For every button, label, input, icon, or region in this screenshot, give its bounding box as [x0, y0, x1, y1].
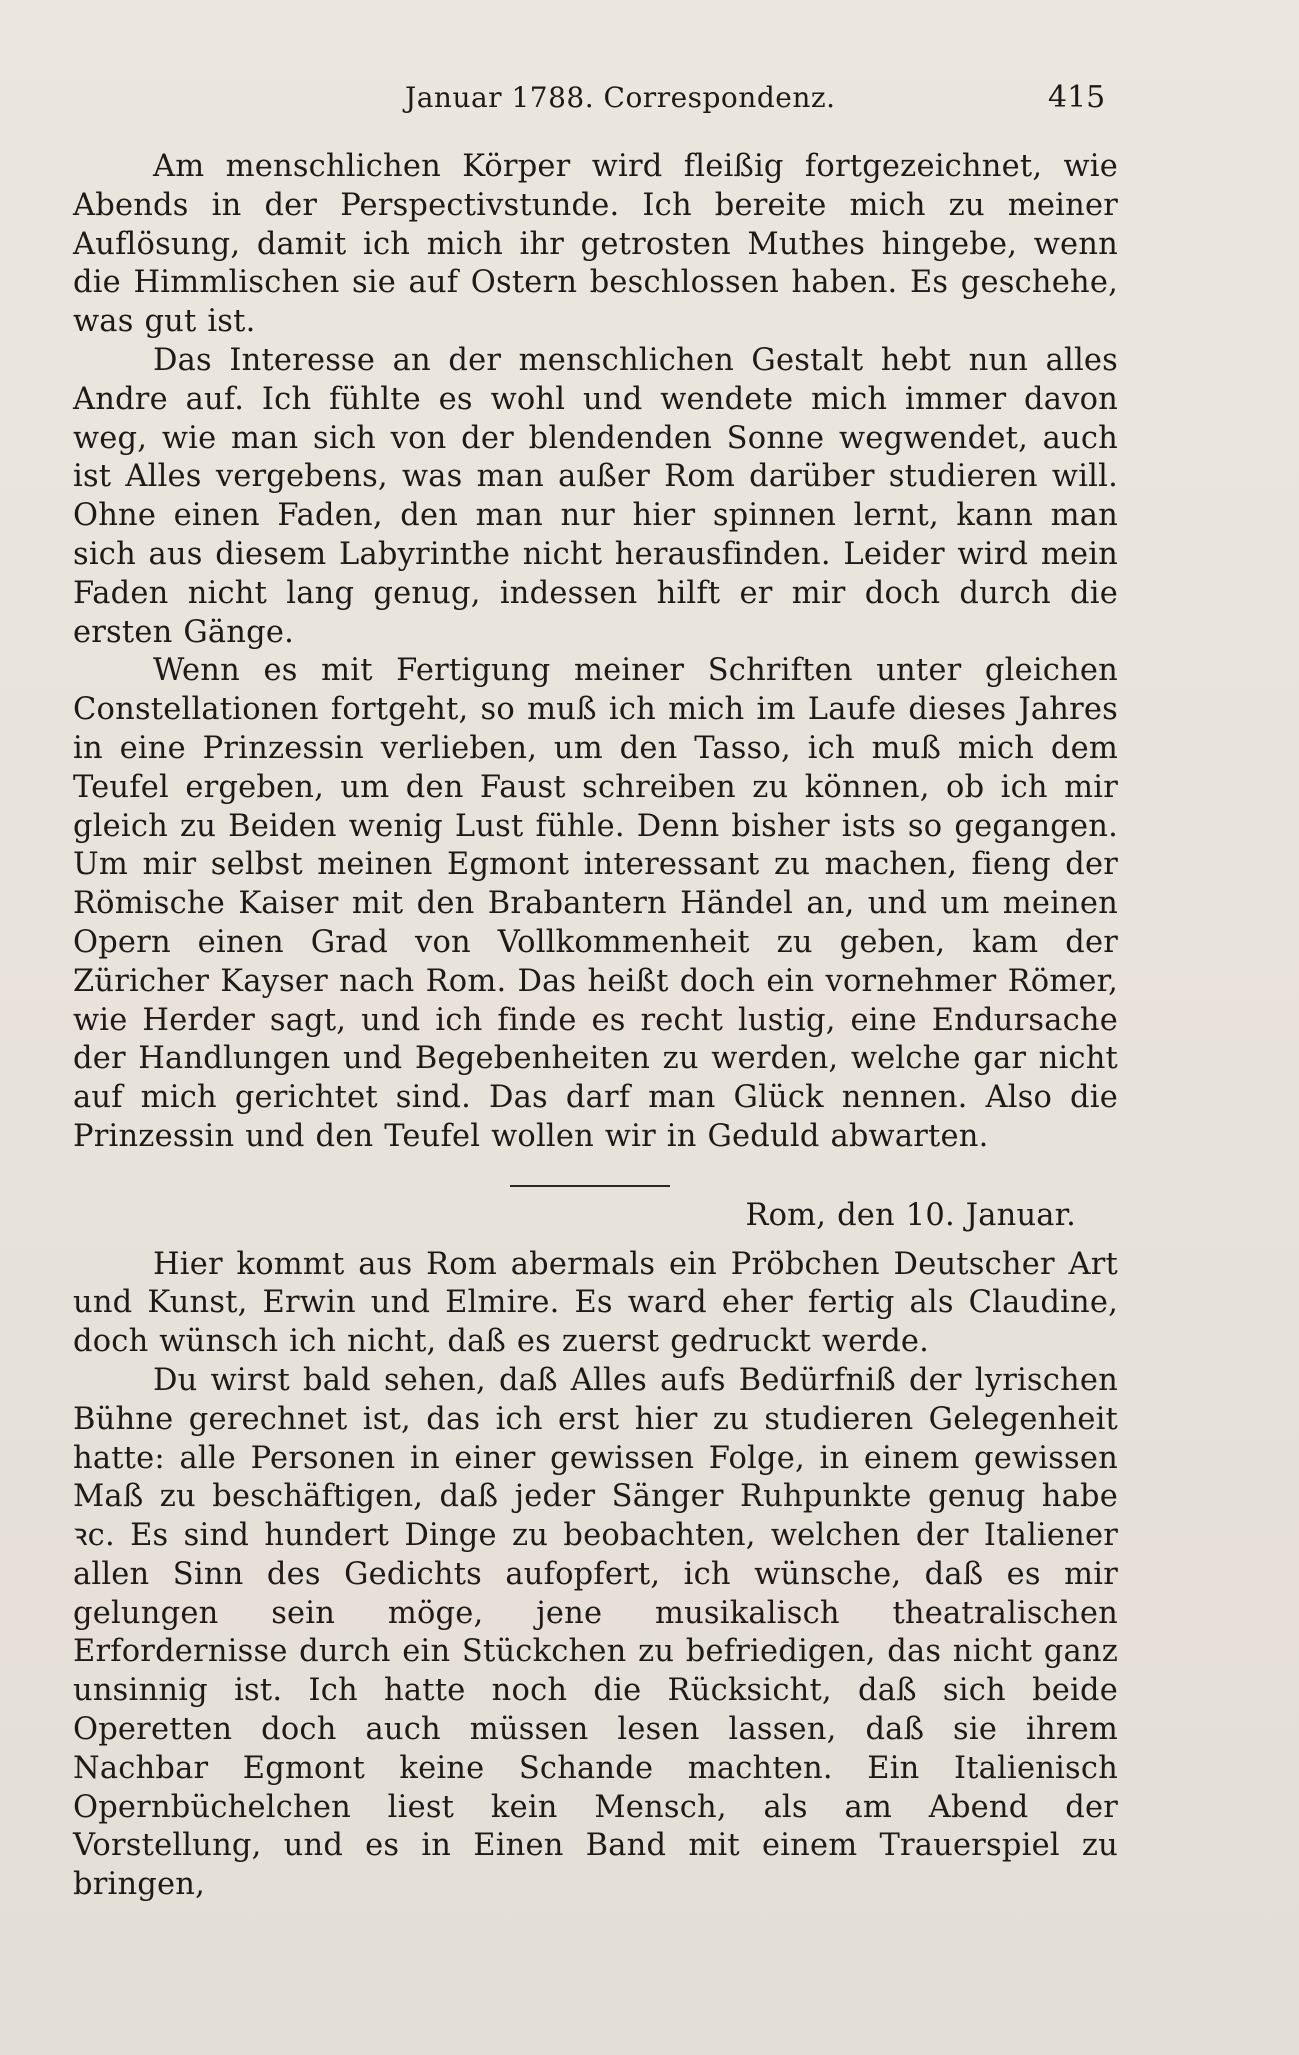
section-divider: [510, 1185, 670, 1187]
running-header: [0, 78, 1299, 118]
running-title: Januar 1788. Correspondenz.: [405, 81, 836, 114]
body-text: [73, 148, 1118, 1905]
paragraph: Du wirst bald sehen, daß Alles aufs Bedürfniß der lyrischen Bühne gerechnet ist, das ich erst hier zu studieren Gelegenheit hatte: alle Personen in einer gewissen Folge, in einem gewissen Maß zu beschäftigen, daß jeder Sänger Ruhpunkte genug habe ꝛc. Es sind hundert Dinge zu beobachten, welchen der Italiener allen Sinn des Gedichts aufopfert, ich wünsche, daß es mir gelungen sein möge, jene musikalisch theatralischen Erfordernisse durch ein Stückchen zu befriedigen, das nicht ganz unsinnig ist. Ich hatte noch die Rücksicht, daß sich beide Operetten doch auch müssen lesen lassen, daß sie ihrem Nachbar Egmont keine Schande machten. Ein Italienisch Opernbüchelchen liest kein Mensch, als am Abend der Vorstellung, und es in Einen Band mit einem Trauerspiel zu bringen,: [73, 1362, 1118, 1903]
page-number: 415: [1048, 80, 1106, 115]
paragraph: Das Interesse an der menschlichen Gestalt hebt nun alles Andre auf. Ich fühlte es wohl und wendete mich immer davon weg, wie man sich von der blendenden Sonne wegwendet, auch ist Alles vergebens, was man außer Rom darüber studieren will. Ohne einen Faden, den man nur hier spinnen lernt, kann man sich aus diesem Labyrinthe nicht herausfinden. Leider wird mein Faden nicht lang genug, indessen hilft er mir doch durch die ersten Gänge.: [73, 342, 1118, 650]
paragraph: Hier kommt aus Rom abermals ein Pröbchen Deutscher Art und Kunst, Erwin und Elmire. Es ward eher fertig als Claudine, doch wünsch ich nicht, daß es zuerst gedruckt werde.: [73, 1246, 1118, 1360]
letter-dateline: Rom, den 10. Januar.: [745, 1197, 1076, 1233]
paragraph: Wenn es mit Fertigung meiner Schriften unter gleichen Constellationen fortgeht, so muß ich mich im Laufe dieses Jahres in eine Prinzessin verlieben, um den Tasso, ich muß mich dem Teufel ergeben, um den Faust schreiben zu können, ob ich mir gleich zu Beiden wenig Lust fühle. Denn bisher ists so gegangen. Um mir selbst meinen Egmont interessant zu machen, fieng der Römische Kaiser mit den Brabantern Händel an, und um meinen Opern einen Grad von Vollkommenheit zu geben, kam der Züricher Kayser nach Rom. Das heißt doch ein vornehmer Römer, wie Herder sagt, und ich finde es recht lustig, eine Endursache der Handlungen und Begebenheiten zu werden, welche gar nicht auf mich gerichtet sind. Das darf man Glück nennen. Also die Prinzessin und den Teufel wollen wir in Geduld abwarten.: [73, 653, 1118, 1154]
paragraph: Am menschlichen Körper wird fleißig fortgezeichnet, wie Abends in der Perspectivstunde. Ich bereite mich zu meiner Auflösung, damit ich mich ihr getrosten Muthes hingebe, wenn die Himmlischen sie auf Ostern beschlossen haben. Es geschehe, was gut ist.: [73, 149, 1118, 340]
